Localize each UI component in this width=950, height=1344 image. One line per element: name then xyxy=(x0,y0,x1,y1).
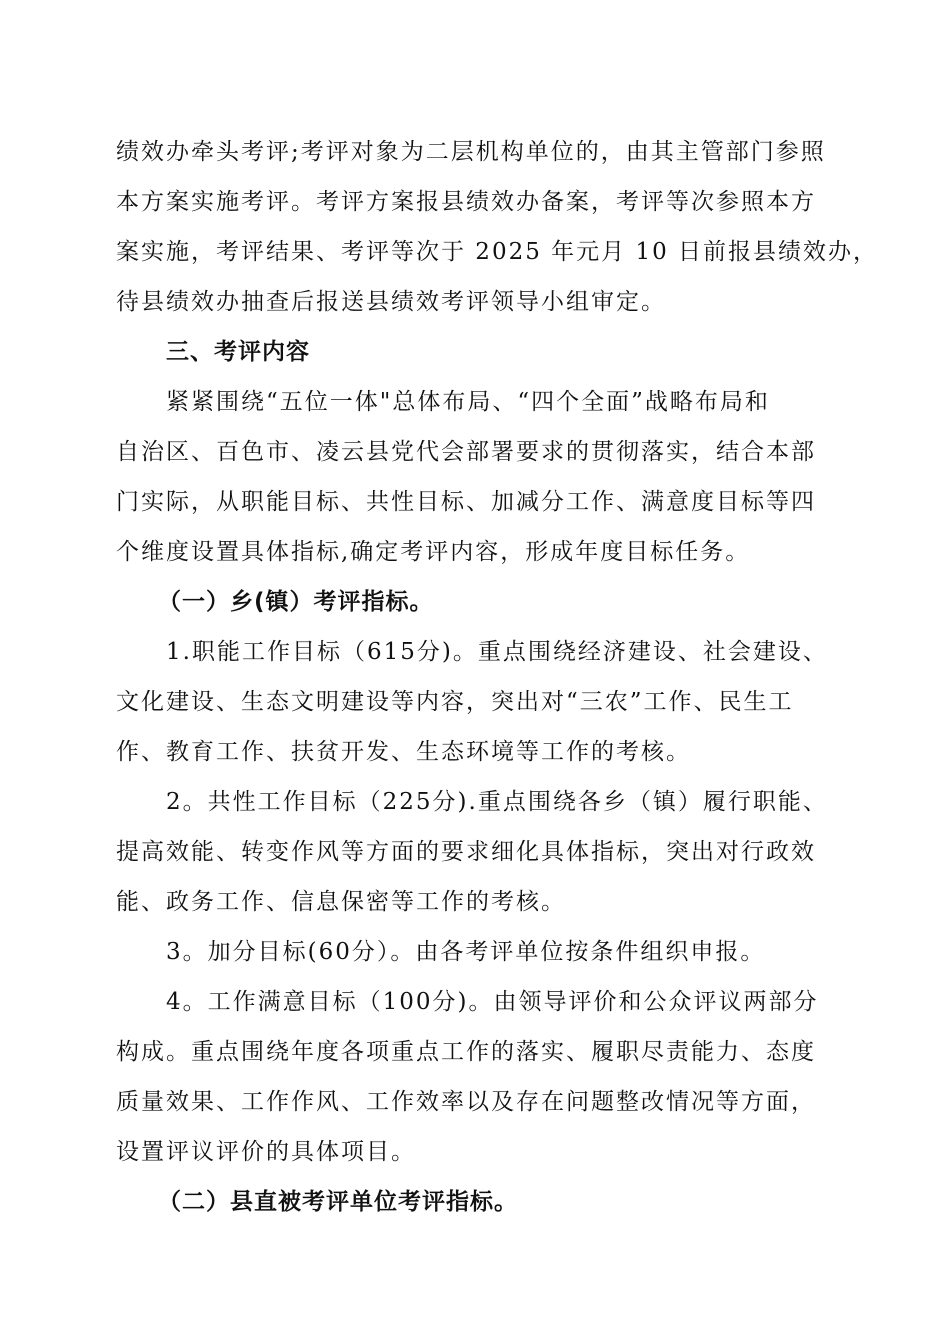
text-line: 个维度设置具体指标,确定考评内容，形成年度目标任务。 xyxy=(116,539,751,565)
text-line: 绩效办牵头考评;考评对象为二层机构单位的，由其主管部门参照 xyxy=(116,139,826,165)
paragraph-assessment-procedure xyxy=(116,127,879,327)
text-line: 1.职能工作目标（615分)。重点围绕经济建设、社会建设、 xyxy=(166,639,828,665)
text-line: 自治区、百色市、凌云县党代会部署要求的贯彻落实，结合本部 xyxy=(116,439,816,465)
text-line: 构成。重点围绕年度各项重点工作的落实、履职尽责能力、态度 xyxy=(116,1039,816,1065)
document-body xyxy=(116,127,879,1227)
text-line: 待县绩效办抽查后报送县绩效考评领导小组审定。 xyxy=(116,289,666,315)
text-line: 3。加分目标(60分）。由各考评单位按条件组织申报。 xyxy=(166,939,766,965)
text-line: 作、教育工作、扶贫开发、生态环境等工作的考核。 xyxy=(116,739,691,765)
text-line: 4。工作满意目标（100分)。由领导评价和公众评议两部分 xyxy=(166,989,819,1015)
text-line: 案实施，考评结果、考评等次于 2025 年元月 10 日前报县绩效办， xyxy=(116,239,879,265)
paragraph-functional-goal xyxy=(116,627,842,777)
text-line: 能、政务工作、信息保密等工作的考核。 xyxy=(116,889,566,915)
text-line: 质量效果、工作作风、工作效率以及存在问题整改情况等方面， xyxy=(116,1089,816,1115)
text-line: 本方案实施考评。考评方案报县绩效办备案，考评等次参照本方 xyxy=(116,189,816,215)
text-line: 门实际，从职能目标、共性目标、加减分工作、满意度目标等四 xyxy=(116,489,816,515)
subsection-heading-township-indicators: （一）乡(镇）考评指标。 xyxy=(158,589,434,615)
text-line: 提高效能、转变作风等方面的要求细化具体指标，突出对行政效 xyxy=(116,839,816,865)
text-line: 2。共性工作目标（225分).重点围绕各乡（镇）履行职能、 xyxy=(166,789,828,815)
paragraph-common-goal xyxy=(116,777,842,927)
text-line: 紧紧围绕“五位一体"总体布局、“四个全面”战略布局和 xyxy=(166,389,770,415)
section-heading-assessment-content: 三、考评内容 xyxy=(166,339,310,365)
subsection-heading-county-unit-indicators: （二）县直被考评单位考评指标。 xyxy=(158,1189,518,1215)
paragraph-assessment-overview xyxy=(116,377,842,577)
paragraph-bonus-goal xyxy=(116,927,842,977)
paragraph-satisfaction-goal xyxy=(116,977,842,1177)
text-line: 文化建设、生态文明建设等内容，突出对“三农”工作、民生工 xyxy=(116,689,794,715)
text-line: 设置评议评价的具体项目。 xyxy=(116,1139,416,1165)
